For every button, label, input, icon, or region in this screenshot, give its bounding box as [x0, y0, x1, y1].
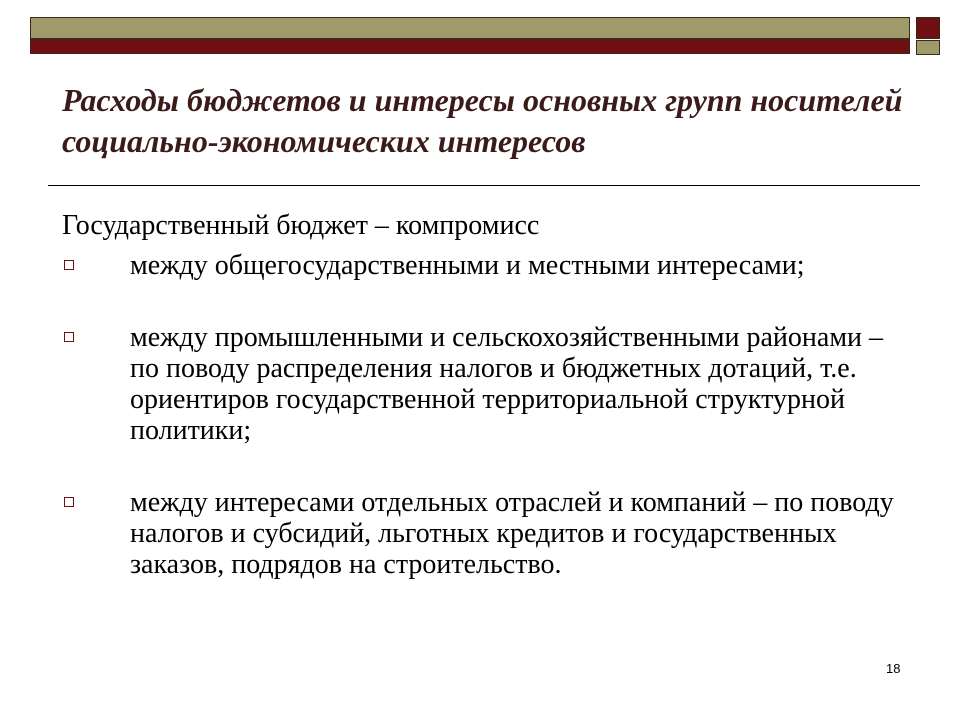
hollow-square-icon — [64, 260, 74, 270]
corner-block-maroon — [916, 17, 940, 39]
bullet-list — [62, 250, 912, 580]
list-item — [62, 487, 912, 580]
intro-text: Государственный бюджет – компромисс — [62, 210, 540, 241]
bullet-text: между промышленными и сельскохозяйственными районами – по поводу распределения налогов и бюджетных дотаций, т.е. ориентиров государственной территориальной структурной политики; — [130, 322, 884, 446]
hollow-square-icon — [64, 332, 74, 342]
slide-title: Расходы бюджетов и интересы основных групп носителей социально-экономических интересов — [62, 82, 903, 159]
page-number: 18 — [886, 661, 901, 676]
title-divider — [48, 185, 920, 186]
list-item — [62, 250, 912, 281]
bullet-text: между общегосударственными и местными интересами; — [130, 250, 805, 281]
header-band-olive — [30, 17, 910, 39]
list-item — [62, 322, 912, 446]
bullet-text: между интересами отдельных отраслей и компаний – по поводу налогов и субсидий, льготных кредитов и государственных заказов, подрядов на строительство. — [130, 487, 894, 580]
header-band-maroon — [30, 39, 910, 54]
hollow-square-icon — [64, 497, 74, 507]
corner-block-olive — [916, 40, 940, 55]
